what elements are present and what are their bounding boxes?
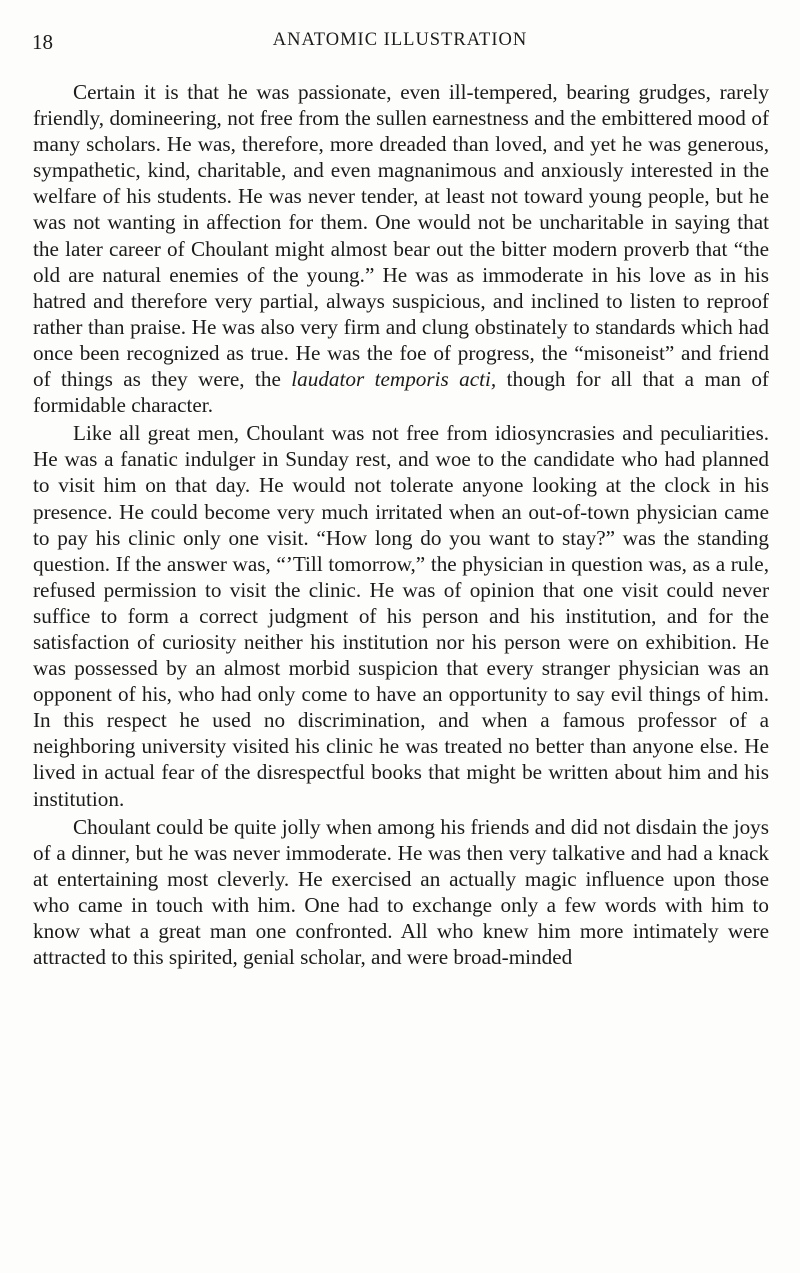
text-run: Like all great men, Choulant was not free from idiosyncrasies and peculiarities. He was a fanatic indulger in Sunday rest, and woe to the candidate who had planned to visit him on that day. He would not tolerate anyone looking at the clock in his presence. He could become very much irritated when an out-of-town physician came to pay his clinic only one visit. “How long do you want to stay?” was the standing question. If the answer was, “’Till tomorrow,” the physician in question was, as a rule, refused permission to visit the clinic. He was of opinion that one visit could never suffice to form a correct judgment of his person and his institution, and for the satisfaction of curiosity neither his institution nor his person were on exhibition. He was possessed by an almost morbid suspicion that every stranger physician was an opponent of his, who had only come to have an opportunity to say evil things of him. In this respect he used no discrimination, and when a famous professor of a neighboring university visited his clinic he was treated no better than anyone else. He lived in actual fear of the disrespectful books that might be written about him and his institution. (33, 421, 769, 811)
paragraph (33, 420, 769, 811)
italic-phrase: laudator temporis acti, (291, 367, 497, 392)
paragraph (33, 814, 769, 971)
running-head: ANATOMIC ILLUSTRATION (272, 30, 528, 50)
body-text (33, 79, 769, 970)
page-header (32, 28, 768, 54)
text-run: Certain it is that he was passionate, even ill-tempered, bearing grudges, rarely friendly, domineering, not free from the sullen earnestness and the embittered mood of many scholars. He was, therefore, more dreaded than loved, and yet he was generous, sympathetic, kind, charitable, and even magnanimous and anxiously interested in the welfare of his students. He was never tender, at least not toward young people, but he was not wanting in affection for them. One would not be uncharitable in saying that the later career of Choulant might almost bear out the bitter modern proverb that “the old are natural enemies of the young.” He was as immoderate in his love as in his hatred and therefore very partial, always suspicious, and inclined to listen to reproof rather than praise. He was also very firm and clung obstinately to standards which had once been recognized as true. He was the foe of progress, the “misoneist” and friend of things as they were, the (33, 80, 769, 392)
page-number: 18 (32, 30, 53, 54)
text-run: though for all that a man of formidable character. (33, 367, 769, 418)
text-run: Choulant could be quite jolly when among his friends and did not disdain the joys of a dinner, but he was never immoderate. He was then very talkative and had a knack at entertaining most cleverly. He exercised an actually magic influence upon those who came in touch with him. One had to exchange only a few words with him to know what a great man one confronted. All who knew him more intimately were attracted to this spirited, genial scholar, and were broad-minded (33, 814, 769, 970)
paragraph (33, 79, 769, 418)
